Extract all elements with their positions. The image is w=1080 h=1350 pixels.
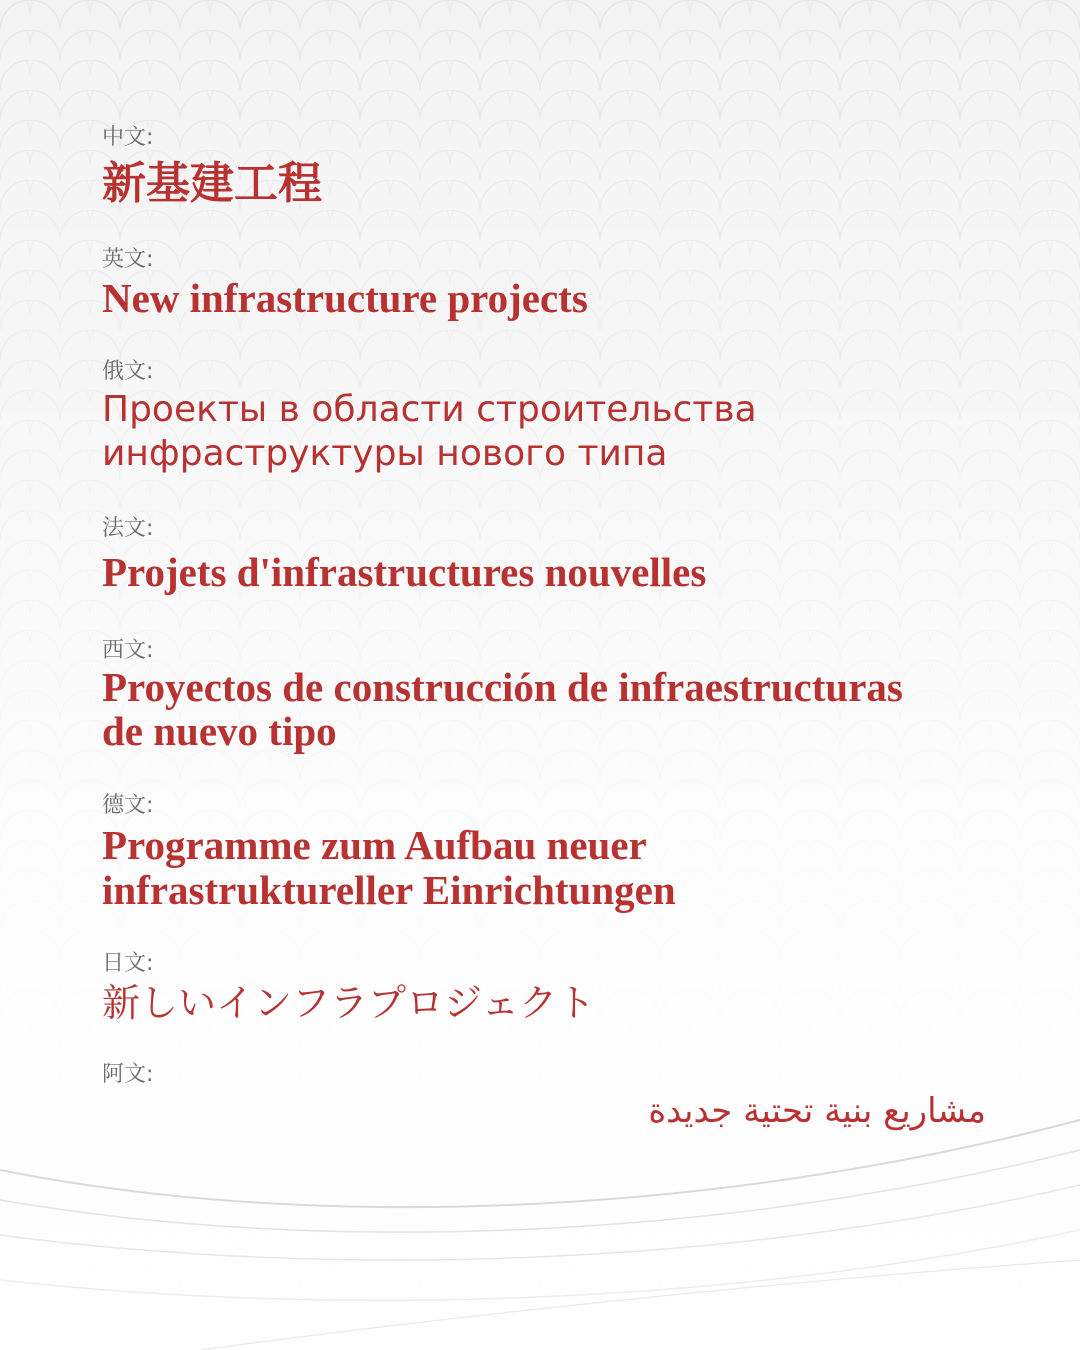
term-chinese: 新基建工程 <box>102 158 322 209</box>
label-french: 法文: <box>102 516 154 541</box>
term-spanish-line2: de nuevo tipo <box>102 708 337 754</box>
term-arabic: مشاريع بنية تحتية جديدة <box>648 1091 986 1131</box>
label-german: 德文: <box>102 793 154 818</box>
label-english: 英文: <box>102 247 154 272</box>
term-russian-line1: Проекты в области строительства <box>102 389 757 430</box>
term-english: New infrastructure projects <box>102 275 588 321</box>
term-spanish-line1: Proyectos de construcción de infraestructuras <box>102 664 903 710</box>
label-japanese: 日文: <box>102 951 154 976</box>
term-german-line2: infrastruktureller Einrichtungen <box>102 867 676 913</box>
label-spanish: 西文: <box>102 638 154 663</box>
label-arabic: 阿文: <box>102 1062 154 1087</box>
term-russian-line2: инфраструктуры нового типа <box>102 433 668 474</box>
label-russian: 俄文: <box>102 359 154 384</box>
term-french: Projets d'infrastructures nouvelles <box>102 549 707 595</box>
label-chinese: 中文: <box>102 125 154 150</box>
term-japanese: 新しいインフラプロジェクト <box>102 981 596 1025</box>
term-german-line1: Programme zum Aufbau neuer <box>102 822 647 868</box>
